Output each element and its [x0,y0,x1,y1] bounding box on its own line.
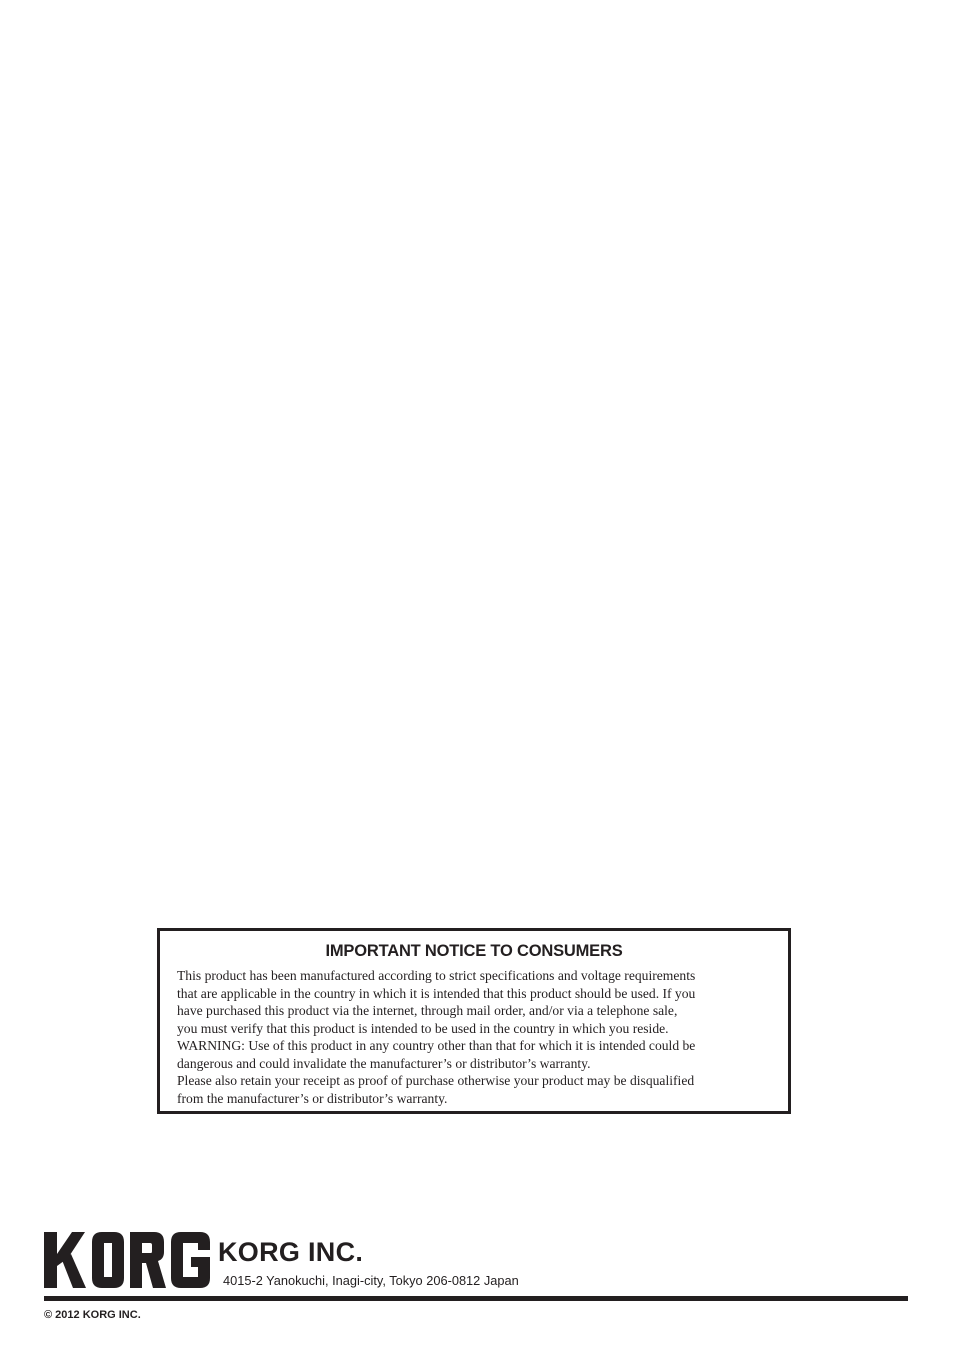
consumer-notice-box [157,928,791,1114]
footer-rule [44,1296,908,1301]
notice-line: have purchased this product via the internet, through mail order, and/or via a telephone sale, [177,1003,678,1018]
korg-logo [44,1232,212,1288]
notice-line: This product has been manufactured according to strict specifications and voltage requirements [177,968,696,983]
notice-line: Please also retain your receipt as proof of purchase otherwise your product may be disqualified [177,1073,695,1088]
company-address: 4015-2 Yanokuchi, Inagi-city, Tokyo 206-0812 Japan [223,1273,519,1288]
notice-title: IMPORTANT NOTICE TO CONSUMERS [325,942,623,960]
notice-line: from the manufacturer’s or distributor’s warranty. [177,1090,448,1106]
notice-line: WARNING: Use of this product in any country other than that for which it is intended could be [177,1038,696,1053]
notice-line: that are applicable in the country in which it is intended that this product should be used. If you [177,985,696,1001]
company-name: KORG INC. [218,1237,364,1267]
notice-line: dangerous and could invalidate the manufacturer’s or distributor’s warranty. [177,1055,591,1071]
copyright-notice: © 2012 KORG INC. [44,1309,141,1321]
notice-line: you must verify that this product is intended to be used in the country in which you reside. [177,1020,669,1036]
